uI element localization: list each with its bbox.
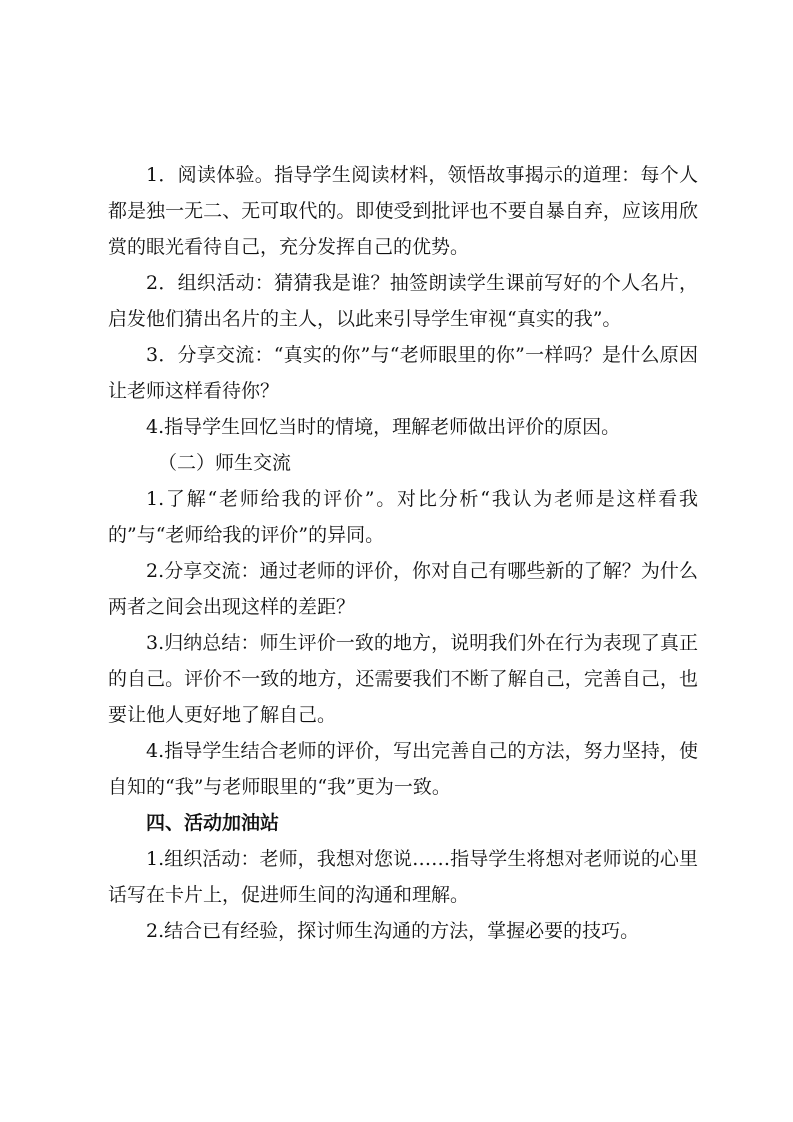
paragraph-improve-self: 4.指导学生结合老师的评价，写出完善自己的方法，努力坚持，使自知的“我”与老师眼里的“我”更为一致。 <box>108 740 698 798</box>
subheading-teacher-student-exchange: （二）师生交流 <box>158 452 292 474</box>
section-heading-activity-station: 四、活动加油站 <box>146 812 280 834</box>
paragraph-reading-experience: 1．阅读体验。指导学生阅读材料，领悟故事揭示的道理：每个人都是独一无二、无可取代的。即使受到批评也不要自暴自弃，应该用欣赏的眼光看待自己，充分发挥自己的优势。 <box>108 164 698 258</box>
paragraph-communication-methods: 2.结合已有经验，探讨师生沟通的方法，掌握必要的技巧。 <box>146 920 640 942</box>
paragraph-understand-evaluation: 1.了解“老师给我的评价”。对比分析“我认为老师是这样看我的”与“老师给我的评价”的异同。 <box>108 488 698 546</box>
paragraph-share-new-understanding: 2.分享交流：通过老师的评价，你对自己有哪些新的了解？为什么两者之间会出现这样的差距？ <box>108 560 698 618</box>
paragraph-share-exchange: 3．分享交流：“真实的你”与“老师眼里的你”一样吗？是什么原因让老师这样看待你？ <box>108 344 698 402</box>
paragraph-guess-who: 2．组织活动：猜猜我是谁？抽签朗读学生课前写好的个人名片，启发他们猜出名片的主人，以此来引导学生审视“真实的我”。 <box>108 272 698 330</box>
paragraph-summary: 3.归纳总结：师生评价一致的地方，说明我们外在行为表现了真正的自己。评价不一致的地方，还需要我们不断了解自己，完善自己，也要让他人更好地了解自己。 <box>108 632 698 726</box>
document-body <box>108 157 698 949</box>
paragraph-write-card: 1.组织活动：老师，我想对您说……指导学生将想对老师说的心里话写在卡片上，促进师生间的沟通和理解。 <box>108 848 698 906</box>
paragraph-recall-situation: 4.指导学生回忆当时的情境，理解老师做出评价的原因。 <box>146 416 621 438</box>
